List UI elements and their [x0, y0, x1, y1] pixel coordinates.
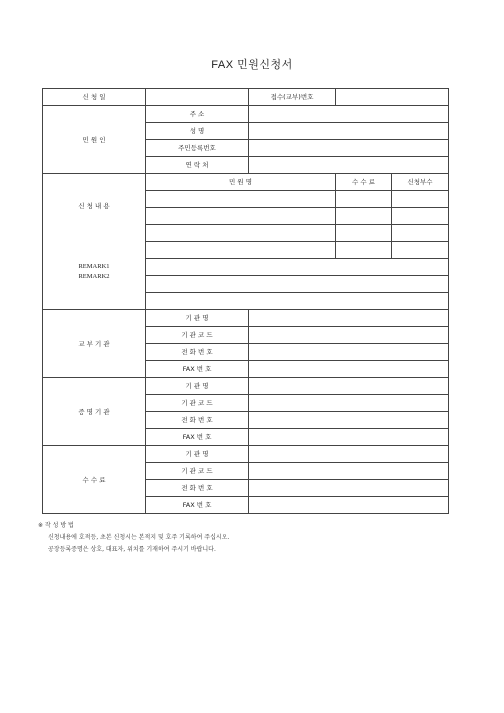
instructions: [38, 520, 229, 556]
header-row: [43, 89, 449, 106]
request-group-label: 신 청 내 용: [78, 201, 110, 210]
issuing-agency-fax-label: FAX 번 호: [146, 361, 249, 378]
receipt-no-value[interactable]: [336, 89, 449, 106]
instructions-heading: ※ 작 성 방 법: [38, 522, 74, 529]
issuing-agency-name-label: 기 관 명: [146, 310, 249, 327]
fee-agency-fax-value[interactable]: [249, 497, 449, 514]
request-copies-cell[interactable]: [392, 191, 449, 208]
fee-agency-code-label: 기 관 코 드: [146, 463, 249, 480]
certifying-agency-fax-label: FAX 번 호: [146, 429, 249, 446]
request-fee-cell[interactable]: [336, 242, 392, 259]
request-group-cell: [43, 174, 146, 310]
application-form-table: [42, 88, 449, 514]
remark2-value[interactable]: [146, 276, 449, 293]
fee-agency-phone-value[interactable]: [249, 480, 449, 497]
issuing-agency-code-label: 기 관 코 드: [146, 327, 249, 344]
applicant-group-label: 민 원 인: [43, 106, 146, 174]
issuing-agency-label: 교 부 기 관: [43, 310, 146, 378]
applicant-address-label: 주 소: [146, 106, 249, 123]
fee-agency-phone-label: 전 화 번 호: [146, 480, 249, 497]
instruction-line: 신청내용에 호적등, 초본 신청시는 본적지 및 호주 기록하여 주십시오.: [48, 534, 230, 541]
issuing-agency-name-value[interactable]: [249, 310, 449, 327]
applicant-address-value[interactable]: [249, 106, 449, 123]
fee-agency-code-value[interactable]: [249, 463, 449, 480]
fee-section-label: 수 수 료: [43, 446, 146, 514]
certifying-agency-label: 증 명 기 관: [43, 378, 146, 446]
apply-date-label: 신 청 일: [43, 89, 146, 106]
remark2-label: REMARK2: [78, 272, 110, 280]
request-fee-cell[interactable]: [336, 191, 392, 208]
certifying-agency-phone-value[interactable]: [249, 412, 449, 429]
certifying-agency-code-value[interactable]: [249, 395, 449, 412]
request-fee-cell[interactable]: [336, 208, 392, 225]
applicant-name-value[interactable]: [249, 123, 449, 140]
remark1-label: REMARK1: [78, 262, 110, 270]
apply-date-value[interactable]: [146, 89, 249, 106]
request-fee-cell[interactable]: [336, 225, 392, 242]
request-copies-cell[interactable]: [392, 208, 449, 225]
issuing-agency-code-value[interactable]: [249, 327, 449, 344]
fee-agency-name-value[interactable]: [249, 446, 449, 463]
certifying-agency-fax-value[interactable]: [249, 429, 449, 446]
certifying-agency-code-label: 기 관 코 드: [146, 395, 249, 412]
certifying-agency-name-label: 기 관 명: [146, 378, 249, 395]
applicant-contact-label: 연 락 처: [146, 157, 249, 174]
request-copies-cell[interactable]: [392, 225, 449, 242]
request-name-cell[interactable]: [146, 225, 336, 242]
applicant-name-label: 성 명: [146, 123, 249, 140]
request-col-name: 민 원 명: [146, 174, 336, 191]
request-name-cell[interactable]: [146, 191, 336, 208]
request-copies-cell[interactable]: [392, 242, 449, 259]
certifying-agency-phone-label: 전 화 번 호: [146, 412, 249, 429]
applicant-id-value[interactable]: [249, 140, 449, 157]
form-title: FAX 민원신청서: [211, 59, 293, 71]
request-col-fee: 수 수 료: [336, 174, 392, 191]
remark1-value[interactable]: [146, 259, 449, 276]
certifying-agency-name-value[interactable]: [249, 378, 449, 395]
fee-agency-name-label: 기 관 명: [146, 446, 249, 463]
applicant-id-label: 주민등록번호: [146, 140, 249, 157]
issuing-agency-phone-value[interactable]: [249, 344, 449, 361]
request-col-copies: 신청부수: [392, 174, 449, 191]
remark-extra-value[interactable]: [146, 293, 449, 310]
fee-agency-fax-label: FAX 번 호: [146, 497, 249, 514]
issuing-agency-fax-value[interactable]: [249, 361, 449, 378]
instruction-line: 공장등록증명은 상호, 대표자, 위치를 기재하여 주시기 바랍니다.: [48, 546, 216, 553]
request-name-cell[interactable]: [146, 242, 336, 259]
receipt-no-label: 접수(교부)번호: [249, 89, 336, 106]
issuing-agency-phone-label: 전 화 번 호: [146, 344, 249, 361]
request-name-cell[interactable]: [146, 208, 336, 225]
applicant-contact-value[interactable]: [249, 157, 449, 174]
